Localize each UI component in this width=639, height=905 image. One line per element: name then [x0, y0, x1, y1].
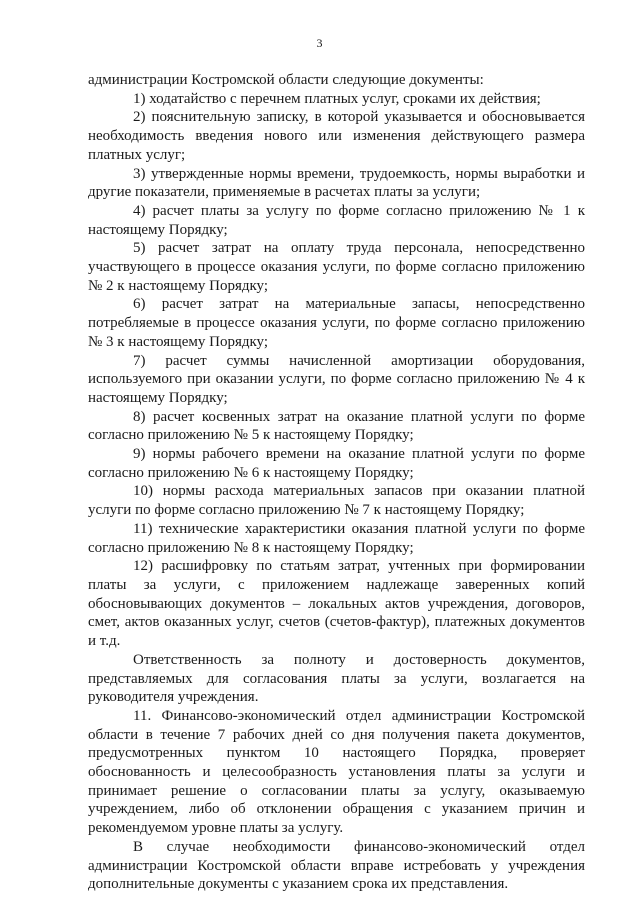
document-body — [88, 71, 585, 894]
list-item-10: 10) нормы расхода материальных запасов при оказании платной услуги по форме согласно приложению № 7 к настоящему Порядку; — [88, 483, 585, 519]
list-item-2: 2) пояснительную записку, в которой указывается и обосновывается необходимость введения нового или изменения действующего размера платных услуг; — [88, 109, 585, 163]
list-item-6: 6) расчет затрат на материальные запасы, непосредственно потребляемые в процессе оказания услуги, по форме согласно приложению № 3 к настоящему Порядку; — [88, 296, 585, 350]
list-item-4: 4) расчет платы за услугу по форме согласно приложению № 1 к настоящему Порядку; — [88, 202, 585, 238]
list-item-11: 11) технические характеристики оказания платной услуги по форме согласно приложению № 8 к настоящему Порядку; — [88, 520, 585, 556]
list-item-8: 8) расчет косвенных затрат на оказание платной услуги по форме согласно приложению № 5 к настоящему Порядку; — [88, 408, 585, 444]
list-item-1: 1) ходатайство с перечнем платных услуг, сроками их действия; — [133, 90, 541, 107]
list-item-5: 5) расчет затрат на оплату труда персонала, непосредственно участвующего в процессе оказания услуги, по форме согласно приложению № 2 к настоящему Порядку; — [88, 240, 585, 294]
page-number: 3 — [316, 36, 323, 50]
paragraph-additional-documents: В случае необходимости финансово-экономический отдел администрации Костромской области вправе истребовать у учреждения дополнительные документы с указанием срока их представления. — [88, 838, 585, 893]
paragraph-intro: администрации Костромской области следующие документы: — [88, 72, 484, 88]
list-item-3: 3) утвержденные нормы времени, трудоемкость, нормы выработки и другие показатели, применяемые в расчетах платы за услуги; — [88, 165, 585, 201]
list-item-12: 12) расшифровку по статьям затрат, учтенных при формировании платы за услуги, с приложением надлежаще заверенных копий обосновывающих документов – локальных актов учреждения, договоров, смет, актов оказанных услуг, счетов (счетов-фактур), платежных документов и т.д. — [88, 558, 585, 650]
list-item-7: 7) расчет суммы начисленной амортизации оборудования, используемого при оказании услуги, по форме согласно приложению № 4 к настоящему Порядку; — [88, 352, 585, 406]
paragraph-section-11: 11. Финансово-экономический отдел администрации Костромской области в течение 7 рабочих дней со дня получения пакета документов, предусмотренных пунктом 10 настоящего Порядка, проверяет обоснованность и целесообразность установления платы за услуги и принимает решение о согласовании платы за услугу, оказываемую учреждением, либо об отклонении обращения с указанием причин и рекомендуемом уровне платы за услугу. — [88, 707, 585, 837]
paragraph-responsibility: Ответственность за полноту и достоверность документов, представляемых для согласования платы за услуги, возлагается на руководителя учреждения. — [88, 651, 585, 706]
list-item-9: 9) нормы рабочего времени на оказание платной услуги по форме согласно приложению № 6 к настоящему Порядку; — [88, 446, 585, 481]
